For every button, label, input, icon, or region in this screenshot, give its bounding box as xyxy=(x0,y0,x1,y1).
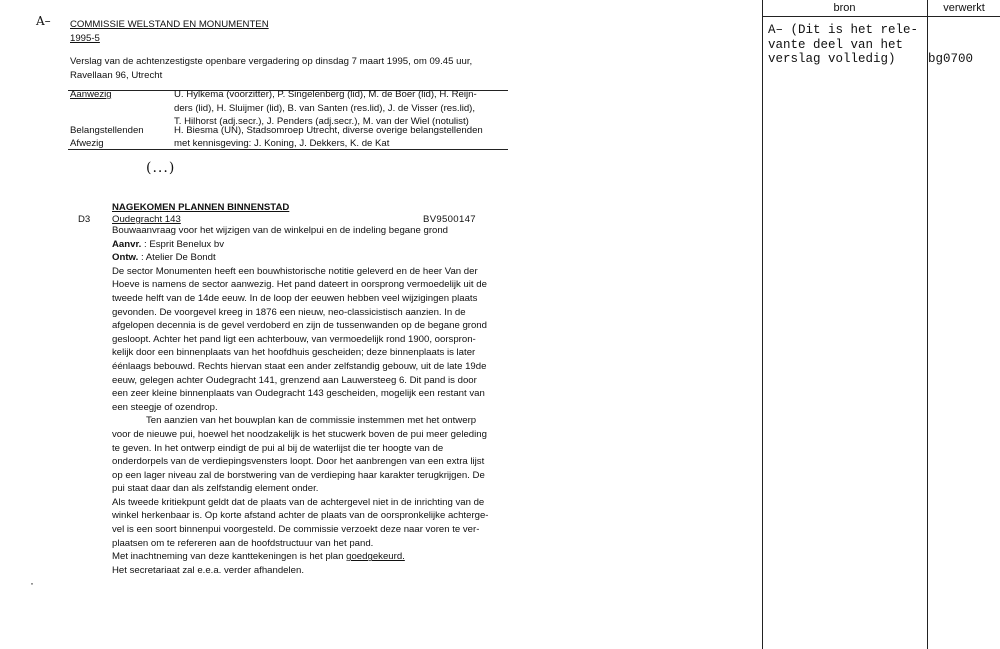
note-line: A– (Dit is het rele- xyxy=(768,23,919,37)
note-line: vante deel van het xyxy=(768,37,904,52)
body-line: kelijk door een binnenplaats van het hoofdhuis gescheiden; deze binnenplaats is later xyxy=(112,347,476,359)
designer-value: : Atelier De Bondt xyxy=(140,252,216,264)
address: Oudegracht 143 xyxy=(112,214,181,225)
decision-line xyxy=(112,550,522,564)
agenda-code: D3 xyxy=(78,214,91,225)
body-line: De sector Monumenten heeft een bouwhistorische notitie geleverd en de heer Van der xyxy=(112,265,478,277)
body-line: Als tweede kritiekpunt geldt dat de plaats van de achtergevel niet in de inrichting van de xyxy=(112,496,485,508)
interested-line: H. Biesma (UN), Stadsomroep Utrecht, diverse overige belangstellenden xyxy=(174,125,483,136)
body-line: afgelopen decennia is de gevel verdoberd en zijn de tussenwanden op de begane grond xyxy=(112,320,487,332)
applicant-value: : Esprit Benelux bv xyxy=(144,238,225,250)
note-line: verslag volledig) xyxy=(768,52,896,67)
decision-verdict: goedgekeurd. xyxy=(346,551,405,563)
applicant-label: Aanvr. xyxy=(112,238,142,250)
processed-code: bg0700 xyxy=(928,52,974,66)
body-line: op een lager niveau zal de borstwering van de verdieping haar karakter terugkrijgen. De xyxy=(112,469,485,481)
body-line: winkel herkenbaar is. Op korte afstand achter de plaats van de oorspronkelijke achterge- xyxy=(112,510,489,522)
present-line: ders (lid), H. Sluijmer (lid), B. van Santen (res.lid), J. de Visser (res.lid), xyxy=(174,102,476,114)
body-line: eeuw, gelegen achter Oudegracht 141, grenzend aan Lauwersteeg 6. Dit pand is door xyxy=(112,374,477,386)
document-year: 1995-5 xyxy=(70,32,100,44)
body-line: te geven. In het ontwerp eindigt de pui al bij de waterlijst die ter hoogte van de xyxy=(112,442,444,454)
margin-dot: · xyxy=(30,576,34,590)
body-line: pui staat daar dan als zelfstandig element onder. xyxy=(112,483,319,495)
ellipsis: (...) xyxy=(146,160,176,176)
closing-line: Het secretariaat zal e.e.a. verder afhandelen. xyxy=(112,564,304,576)
body-line: een steegje of ozendrop. xyxy=(112,401,218,413)
body-line: Hoeve is namens de sector aanwezig. Het pand dateert in oorsprong vermoedelijk uit de xyxy=(112,279,487,291)
request-line: Bouwaanvraag voor het wijzigen van de winkelpui en de indeling begane grond xyxy=(112,225,449,236)
attendance-bottom-rule xyxy=(68,149,508,150)
table-left-border xyxy=(762,0,763,649)
document-header xyxy=(70,18,269,45)
body-line: tweede helft van de 14de eeuw. In de loop der eeuwen hebben veel wijzigingen plaats xyxy=(112,292,478,304)
document-title: COMMISSIE WELSTAND EN MONUMENTEN xyxy=(70,19,269,30)
section-heading: NAGEKOMEN PLANNEN BINNENSTAD xyxy=(112,202,290,213)
column-header-bron: bron xyxy=(833,2,856,14)
body-line: voor de nieuwe pui, hoewel het noodzakelijk is het stucwerk boven de pui meer geleding xyxy=(112,428,487,440)
intro-line: Ravellaan 96, Utrecht xyxy=(70,69,163,81)
present-line: T. Hilhorst (adj.secr.), J. Penders (adj.secr.), M. van der Wiel (notulist) xyxy=(174,116,469,128)
designer-line xyxy=(112,251,522,265)
body-line: gevonden. De voorgevel kreeg in 1876 een nieuw, neo-classicistisch aanzien. In de xyxy=(112,306,466,318)
applicant-line xyxy=(112,238,522,252)
body-line: Ten aanzien van het bouwplan kan de commissie instemmen met het ontwerp xyxy=(146,415,477,427)
present-label: Aanwezig xyxy=(70,89,112,100)
body-line: een zeer kleine binnenplaats van Oudegracht 143 gescheiden, mogelijk een restant van xyxy=(112,388,485,400)
absent-line: met kennisgeving: J. Koning, J. Dekkers, K. de Kat xyxy=(174,138,390,149)
body-line: éénlaags bebouwd. Rechts hiervan staat een ander zelfstandig gebouw, uit de late 19de xyxy=(112,360,487,372)
body-line: gesloopt. Achter het pand ligt een achterbouw, van vermoedelijk rond 1900, oorspron- xyxy=(112,333,476,345)
present-list xyxy=(174,88,514,129)
margin-marker: A– xyxy=(36,14,51,28)
present-line: U. Hylkema (voorzitter), P. Singelenberg (lid), M. de Boer (lid), H. Reijn- xyxy=(174,89,477,100)
body-line: plaatsen om te refereren aan de hoofdstructuur van het pand. xyxy=(112,537,374,549)
section-body xyxy=(112,224,522,577)
intro-line: Verslag van de achtenzestigste openbare vergadering op dinsdag 7 maart 1995, om 09.45 uur, xyxy=(70,56,473,67)
reference-number: BV9500147 xyxy=(423,214,476,225)
source-note xyxy=(768,23,918,67)
table-header-rule xyxy=(762,16,1000,17)
column-header-verwerkt: verwerkt xyxy=(943,2,985,14)
absent-label: Afwezig xyxy=(70,138,104,149)
decision-prefix: Met inachtneming van deze kanttekeningen is het plan xyxy=(112,551,347,563)
designer-label: Ontw. xyxy=(112,252,139,264)
meeting-intro xyxy=(70,55,472,82)
body-line: vel is een soort binnenpui voorgesteld. De commissie verzoekt deze naar voren te ver- xyxy=(112,524,480,536)
table-column-divider xyxy=(927,0,928,649)
interested-label: Belangstellenden xyxy=(70,125,144,136)
body-line: onderdorpels van de verdiepingsvensters loopt. Door het aanbrengen van een extra lijst xyxy=(112,456,485,468)
